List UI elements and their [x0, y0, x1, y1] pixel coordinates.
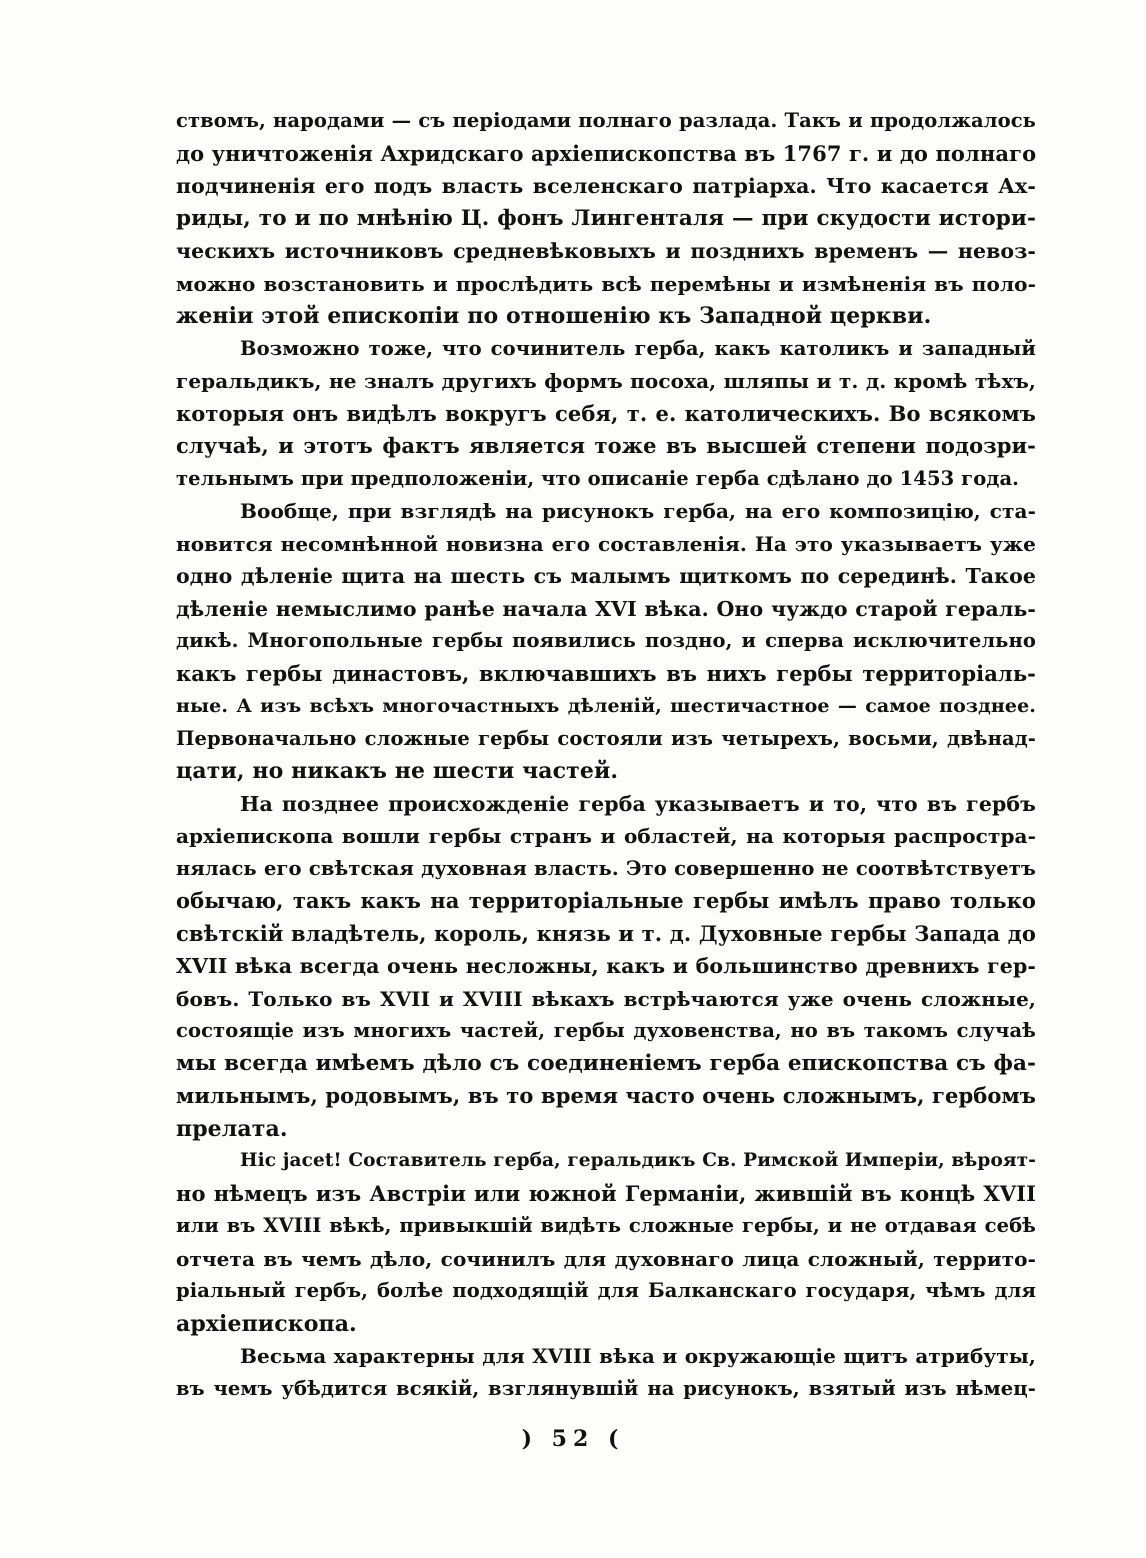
text-line: мильнымъ, родовымъ, въ то время часто очень сложнымъ, гербомъ	[176, 1083, 1036, 1108]
text-line: архіепископа.	[176, 1310, 357, 1337]
text-line: состоящіе изъ многихъ частей, гербы духовенства, но въ такомъ случаѣ	[176, 1019, 1036, 1042]
text-line: мы всегда имѣемъ дѣло съ соединеніемъ герба епископства съ фа-	[176, 1050, 1036, 1076]
text-line: нялась его свѣтская духовная власть. Это совершенно не соотвѣтствуетъ	[176, 856, 1036, 880]
text-line: ствомъ, народами — съ періодами полнаго разлада. Такъ и продолжалось	[176, 109, 1036, 132]
text-line: дикѣ. Многопольные гербы появились поздно, и сперва исключительно	[176, 629, 1036, 652]
text-line: свѣтскій владѣтель, король, князь и т. д. Духовные гербы Запада до	[176, 920, 1036, 946]
text-line: Возможно тоже, что сочинитель герба, какъ католикъ и западный	[240, 336, 1036, 360]
text-line: ріальный гербъ, болѣе подходящій для Балканскаго государя, чѣмъ для	[176, 1279, 1036, 1302]
text-line: которыя онъ видѣлъ вокругъ себя, т. е. католическихъ. Во всякомъ	[176, 400, 1036, 426]
text-line: одно дѣленіе щита на шесть съ малымъ щиткомъ по серединѣ. Такое	[176, 564, 1036, 588]
text-line: отчета въ чемъ дѣло, сочинилъ для духовнаго лица сложный, террито-	[176, 1246, 1036, 1271]
text-line: Весьма характерны для XVIII вѣка и окружающіе щитъ атрибуты,	[240, 1344, 1036, 1368]
text-line: обычаю, такъ какъ на территоріальные гербы имѣлъ право только	[176, 888, 1036, 913]
text-line: можно возстановить и прослѣдить всѣ перемѣны и измѣненія въ поло-	[176, 271, 1036, 296]
text-line: XVII вѣка всегда очень несложны, какъ и большинство древнихъ гер-	[176, 954, 1036, 978]
text-line: подчиненія его подъ власть вселенскаго патріарха. Что касается Ах-	[176, 174, 1036, 198]
page-number: ) 52 (	[521, 1426, 625, 1452]
text-line: ные. А изъ всѣхъ многочастныхъ дѣленій, шестичастное — самое позднее.	[176, 695, 1036, 717]
text-line: Hic jacet! Составитель герба, геральдикъ Св. Римской Имперіи, вѣроят-	[240, 1150, 1036, 1171]
text-line: новится несомнѣнной новизна его составленія. На это указываетъ уже	[176, 531, 1036, 556]
text-line: случаѣ, и этотъ фактъ является тоже въ высшей степени подозри-	[176, 433, 1036, 458]
text-line: тельнымъ при предположеніи, что описаніе герба сдѣлано до 1453 года.	[176, 466, 1020, 490]
text-line: архіепископа вошли гербы странъ и областей, на которыя распростра-	[176, 824, 1036, 848]
text-line: женіи этой епископіи по отношенію къ Западной церкви.	[176, 303, 932, 329]
text-line: до уничтоженія Ахридскаго архіепископства въ 1767 г. и до полнаго	[176, 140, 1037, 166]
text-line: какъ гербы династовъ, включавшихъ въ нихъ гербы территоріаль-	[176, 660, 1036, 686]
text-line: или въ XVIII вѣкѣ, привыкшій видѣть сложные гербы, и не отдавая себѣ	[176, 1214, 1036, 1237]
text-line: бовъ. Только въ XVII и XVIII вѣкахъ встрѣчаются уже очень сложные,	[176, 986, 1036, 1011]
text-line: риды, то и по мнѣнію Ц. фонъ Лингенталя — при скудости истори-	[176, 205, 1036, 231]
body-text	[176, 105, 1036, 1405]
text-line: цати, но никакъ не шести частей.	[176, 758, 619, 784]
text-line: Вообще, при взглядѣ на рисунокъ герба, на его композицію, ста-	[240, 499, 1036, 523]
text-line: прелата.	[176, 1115, 288, 1142]
text-line: геральдикъ, не зналъ другихъ формъ посоха, шляпы и т. д. кромѣ тѣхъ,	[176, 369, 1036, 393]
text-line: ческихъ источниковъ средневѣковыхъ и позднихъ временъ — невоз-	[176, 239, 1036, 263]
text-line: но нѣмецъ изъ Австріи или южной Германіи, жившій въ концѣ XVII	[176, 1180, 1036, 1206]
text-line: Первоначально сложные гербы состояли изъ четырехъ, восьми, двѣнад-	[176, 726, 1036, 750]
text-line: дѣленіе немыслимо ранѣе начала XVI вѣка. Оно чуждо старой гераль-	[176, 596, 1036, 621]
text-line: На позднее происхожденіе герба указываетъ и то, что въ гербъ	[240, 791, 1036, 816]
text-line: въ чемъ убѣдится всякій, взглянувшій на рисунокъ, взятый изъ нѣмец-	[176, 1376, 1036, 1400]
